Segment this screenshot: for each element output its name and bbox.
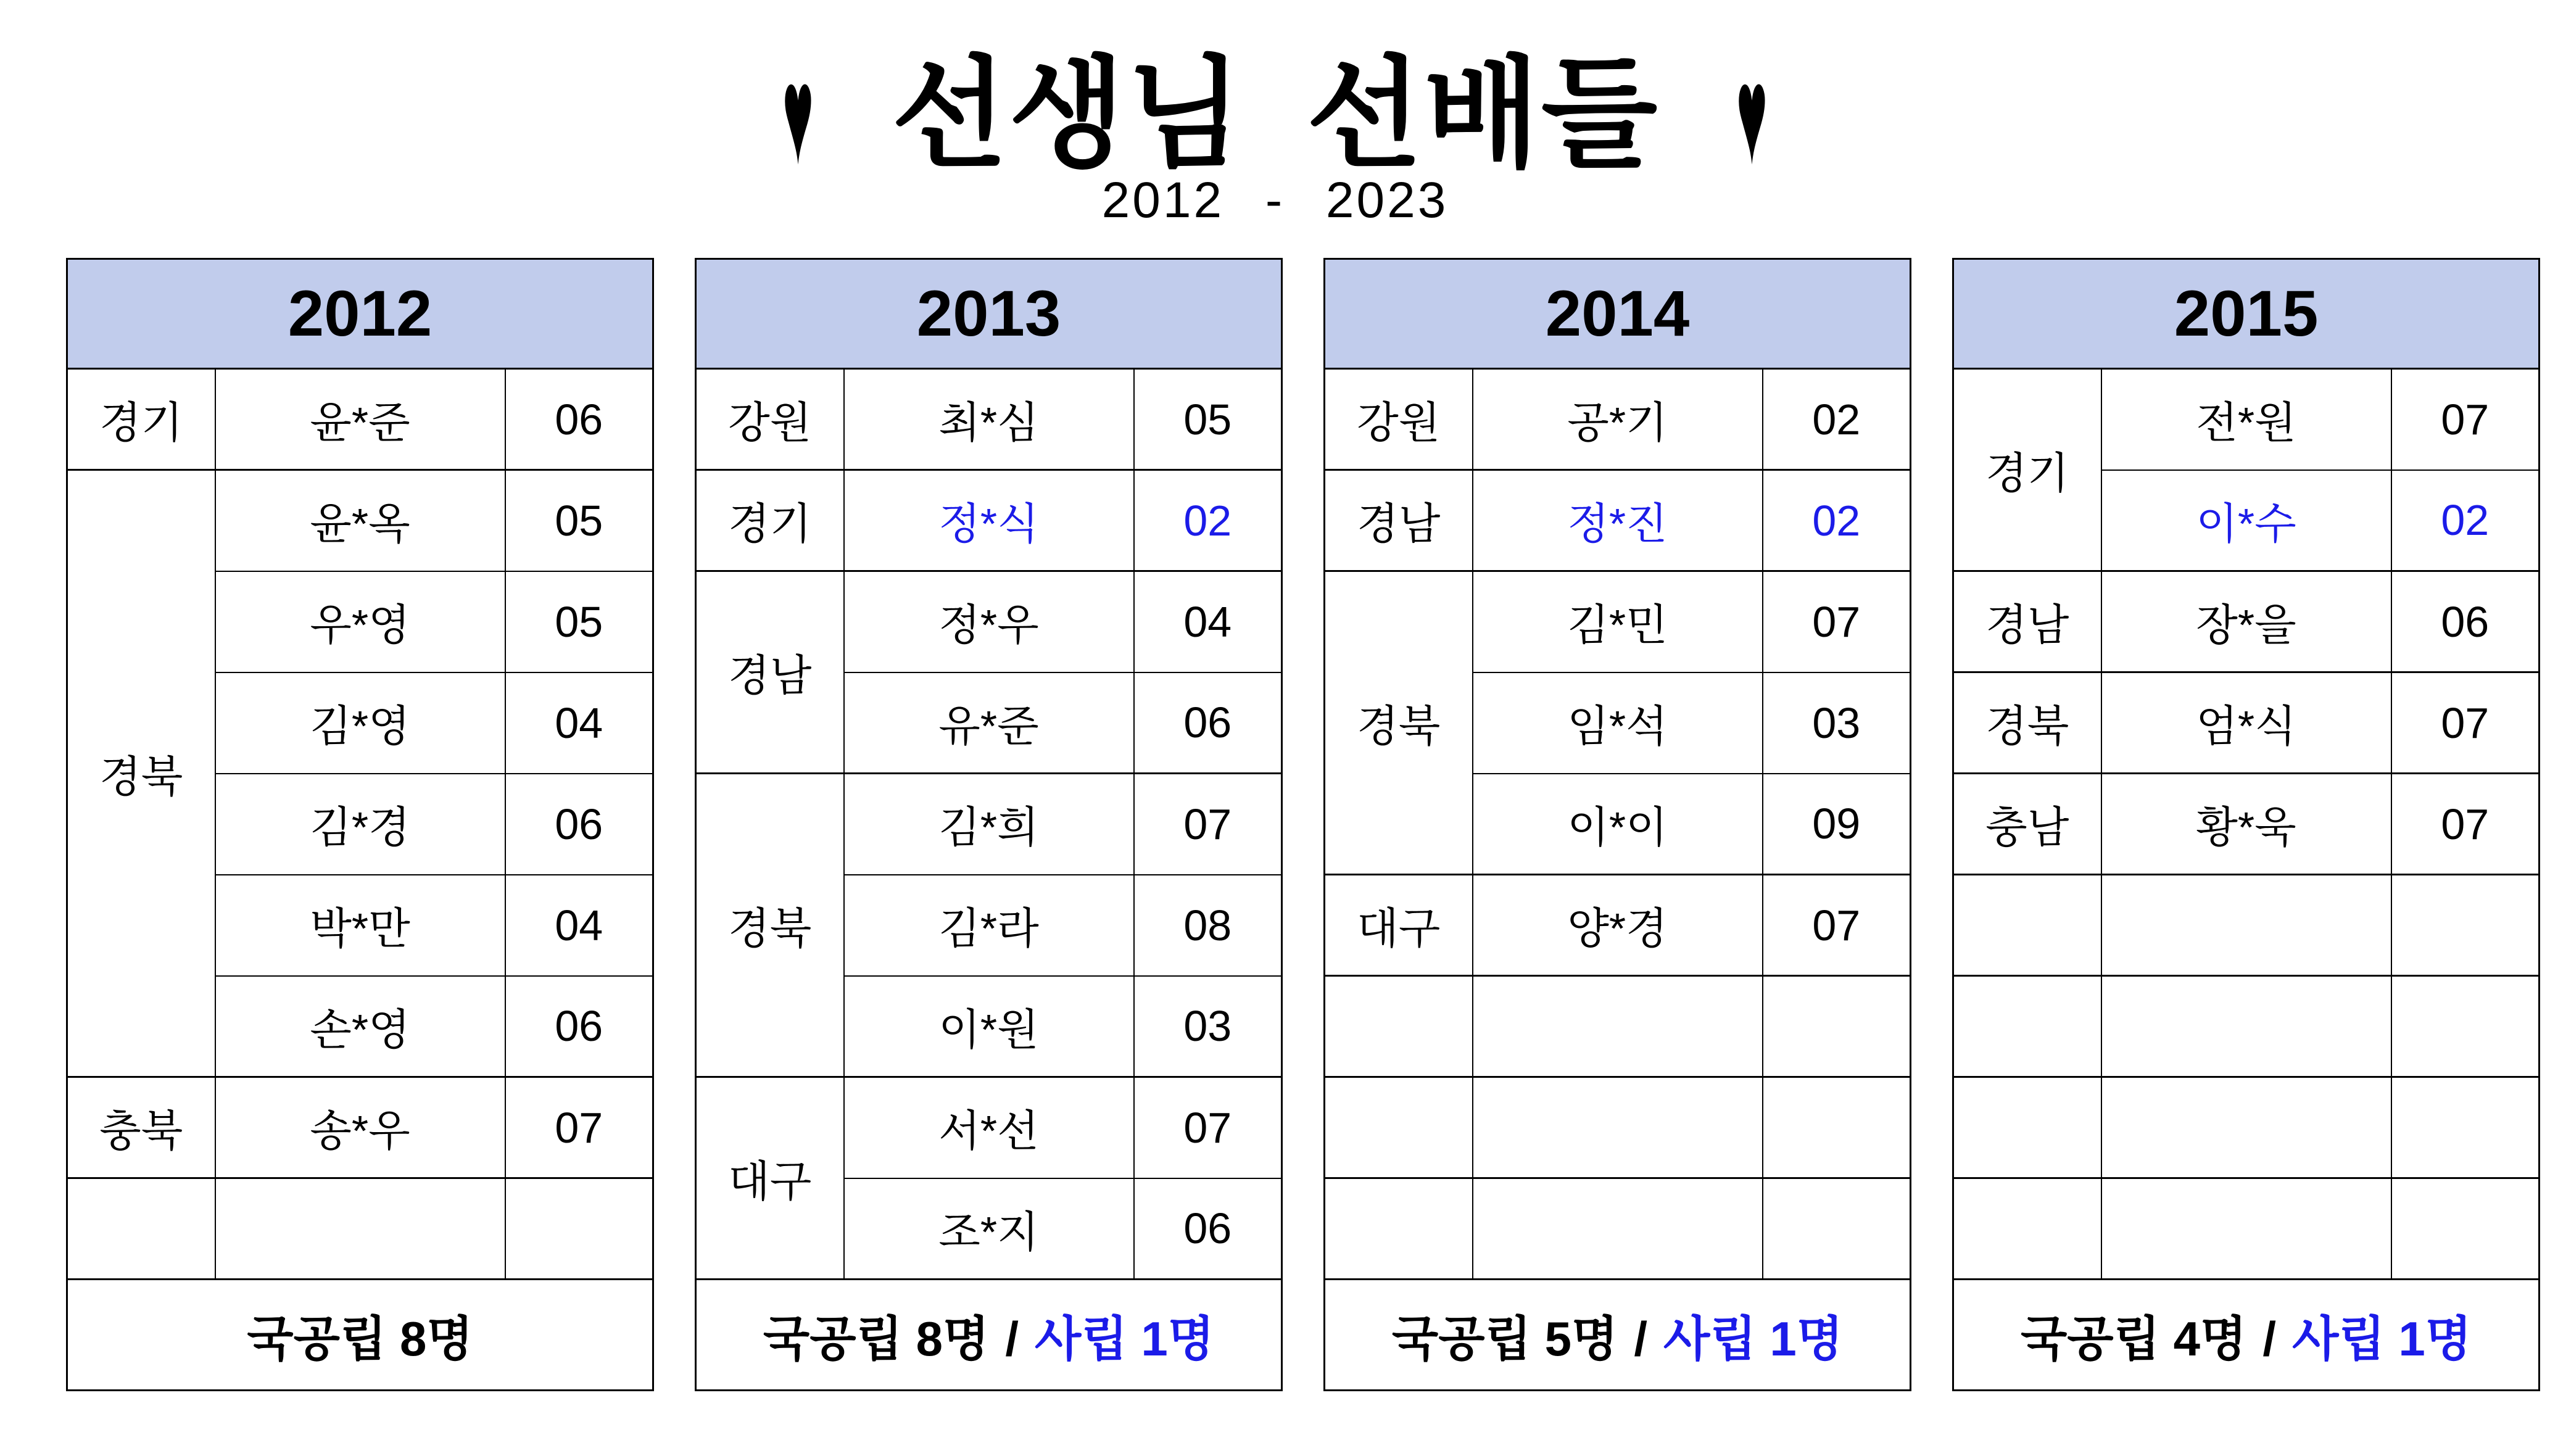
empty-number-cell: [2391, 976, 2540, 1077]
number-cell: 05: [505, 470, 653, 571]
empty-table-row: [1325, 1178, 1911, 1280]
empty-region-cell: [1325, 1178, 1473, 1280]
page-header: [0, 0, 2550, 226]
region-cell: 대구: [1325, 875, 1473, 976]
summary-row: [1953, 1280, 2540, 1391]
name-cell: 정*우: [844, 571, 1134, 672]
table-row: [1325, 875, 1911, 976]
name-cell: 엄*식: [2101, 672, 2391, 774]
empty-number-cell: [2391, 1077, 2540, 1178]
number-cell: 03: [1134, 976, 1282, 1077]
empty-region-cell: [1953, 1178, 2101, 1280]
summary-separator: /: [1634, 1311, 1648, 1366]
table-row: [1953, 672, 2540, 774]
table-row: [696, 1077, 1282, 1178]
name-cell: 박*만: [215, 875, 505, 976]
table-row: [1953, 774, 2540, 875]
page-title: [0, 36, 2550, 193]
summary-private: 사립 1명: [1663, 1311, 1844, 1366]
table-row: [1953, 369, 2540, 470]
year-table-2014: [1323, 258, 1911, 1391]
number-cell: 04: [1134, 571, 1282, 672]
summary-public: 국공립 5명: [1391, 1311, 1618, 1366]
table-row: [1953, 571, 2540, 672]
summary-row: [1325, 1280, 1911, 1391]
name-cell: 윤*옥: [215, 470, 505, 571]
heart-icon-right: ♥: [1736, 36, 1768, 193]
tables-row: [66, 258, 2550, 1391]
region-cell: 경기: [67, 369, 215, 470]
name-cell: 양*경: [1473, 875, 1763, 976]
name-cell: 이*이: [1473, 774, 1763, 875]
summary-cell: [1325, 1280, 1911, 1391]
number-cell: 05: [1134, 369, 1282, 470]
empty-number-cell: [2391, 875, 2540, 976]
name-cell: 최*심: [844, 369, 1134, 470]
empty-region-cell: [1953, 976, 2101, 1077]
number-cell: 02: [2391, 470, 2540, 571]
empty-name-cell: [215, 1178, 505, 1280]
region-cell: 경북: [1953, 672, 2101, 774]
number-cell: 06: [1134, 672, 1282, 774]
number-cell: 07: [1134, 1077, 1282, 1178]
empty-table-row: [1325, 976, 1911, 1077]
summary-private: 사립 1명: [1035, 1311, 1215, 1366]
region-cell: 경남: [1953, 571, 2101, 672]
page-subtitle: 2012 - 2023: [1101, 172, 1449, 228]
empty-name-cell: [2101, 1178, 2391, 1280]
summary-public: 국공립 4명: [2020, 1311, 2247, 1366]
empty-region-cell: [67, 1178, 215, 1280]
name-cell: 송*우: [215, 1077, 505, 1178]
region-cell: 대구: [696, 1077, 844, 1280]
empty-name-cell: [2101, 875, 2391, 976]
number-cell: 06: [505, 774, 653, 875]
table-row: [696, 470, 1282, 571]
heart-icon-left: ♥: [782, 36, 814, 193]
page-title-text: 선생님 선배들: [891, 47, 1659, 181]
year-header: 2014: [1325, 259, 1911, 369]
number-cell: 05: [505, 571, 653, 672]
name-cell: 김*영: [215, 672, 505, 774]
name-cell: 손*영: [215, 976, 505, 1077]
name-cell: 김*민: [1473, 571, 1763, 672]
empty-name-cell: [1473, 1178, 1763, 1280]
number-cell: 06: [2391, 571, 2540, 672]
table-row: [67, 1077, 653, 1178]
summary-cell: [67, 1280, 653, 1391]
number-cell: 07: [2391, 369, 2540, 470]
year-table-2012: [66, 258, 654, 1391]
table-row: [696, 774, 1282, 875]
number-cell: 07: [1763, 571, 1911, 672]
region-cell: 충남: [1953, 774, 2101, 875]
empty-number-cell: [1763, 1178, 1911, 1280]
name-cell: 조*지: [844, 1178, 1134, 1280]
table-row: [67, 369, 653, 470]
region-cell: 충북: [67, 1077, 215, 1178]
number-cell: 06: [505, 369, 653, 470]
region-cell: 경기: [696, 470, 844, 571]
empty-name-cell: [2101, 976, 2391, 1077]
region-cell: 경남: [1325, 470, 1473, 571]
empty-number-cell: [2391, 1178, 2540, 1280]
empty-region-cell: [1325, 976, 1473, 1077]
empty-region-cell: [1953, 1077, 2101, 1178]
name-cell: 황*욱: [2101, 774, 2391, 875]
region-cell: 경북: [696, 774, 844, 1077]
name-cell: 김*희: [844, 774, 1134, 875]
summary-cell: [1953, 1280, 2540, 1391]
name-cell: 정*진: [1473, 470, 1763, 571]
year-header-row: [67, 259, 653, 369]
empty-table-row: [1953, 1077, 2540, 1178]
name-cell: 서*선: [844, 1077, 1134, 1178]
number-cell: 07: [2391, 672, 2540, 774]
table-row: [67, 470, 653, 571]
summary-public: 국공립 8명: [247, 1311, 473, 1366]
empty-region-cell: [1325, 1077, 1473, 1178]
year-header: 2013: [696, 259, 1282, 369]
table-row: [1325, 369, 1911, 470]
summary-private: 사립 1명: [2292, 1311, 2472, 1366]
table-row: [696, 369, 1282, 470]
empty-table-row: [1953, 1178, 2540, 1280]
year-header-row: [1325, 259, 1911, 369]
empty-table-row: [67, 1178, 653, 1280]
name-cell: 전*원: [2101, 369, 2391, 470]
summary-row: [67, 1280, 653, 1391]
year-table-2015: [1952, 258, 2540, 1391]
empty-name-cell: [1473, 1077, 1763, 1178]
empty-name-cell: [2101, 1077, 2391, 1178]
number-cell: 03: [1763, 672, 1911, 774]
number-cell: 02: [1763, 369, 1911, 470]
number-cell: 02: [1763, 470, 1911, 571]
region-cell: 경북: [1325, 571, 1473, 875]
number-cell: 06: [1134, 1178, 1282, 1280]
region-cell: 경남: [696, 571, 844, 774]
name-cell: 이*원: [844, 976, 1134, 1077]
empty-name-cell: [1473, 976, 1763, 1077]
number-cell: 07: [2391, 774, 2540, 875]
name-cell: 우*영: [215, 571, 505, 672]
number-cell: 04: [505, 875, 653, 976]
name-cell: 유*준: [844, 672, 1134, 774]
name-cell: 공*기: [1473, 369, 1763, 470]
name-cell: 장*을: [2101, 571, 2391, 672]
year-table-2013: [695, 258, 1283, 1391]
number-cell: 07: [505, 1077, 653, 1178]
empty-number-cell: [1763, 976, 1911, 1077]
region-cell: 강원: [696, 369, 844, 470]
number-cell: 02: [1134, 470, 1282, 571]
name-cell: 임*석: [1473, 672, 1763, 774]
summary-public: 국공립 8명: [763, 1311, 990, 1366]
year-header: 2015: [1953, 259, 2540, 369]
table-row: [1325, 470, 1911, 571]
region-cell: 경기: [1953, 369, 2101, 571]
summary-row: [696, 1280, 1282, 1391]
empty-number-cell: [1763, 1077, 1911, 1178]
number-cell: 09: [1763, 774, 1911, 875]
number-cell: 04: [505, 672, 653, 774]
table-row: [1325, 571, 1911, 672]
number-cell: 07: [1134, 774, 1282, 875]
empty-table-row: [1325, 1077, 1911, 1178]
name-cell: 윤*준: [215, 369, 505, 470]
summary-cell: [696, 1280, 1282, 1391]
name-cell: 이*수: [2101, 470, 2391, 571]
number-cell: 07: [1763, 875, 1911, 976]
empty-table-row: [1953, 976, 2540, 1077]
summary-separator: /: [1005, 1311, 1019, 1366]
region-cell: 경북: [67, 470, 215, 1077]
year-header-row: [1953, 259, 2540, 369]
year-header-row: [696, 259, 1282, 369]
table-row: [696, 571, 1282, 672]
name-cell: 정*식: [844, 470, 1134, 571]
number-cell: 06: [505, 976, 653, 1077]
name-cell: 김*라: [844, 875, 1134, 976]
empty-table-row: [1953, 875, 2540, 976]
empty-region-cell: [1953, 875, 2101, 976]
empty-number-cell: [505, 1178, 653, 1280]
summary-separator: /: [2262, 1311, 2277, 1366]
region-cell: 강원: [1325, 369, 1473, 470]
name-cell: 김*경: [215, 774, 505, 875]
number-cell: 08: [1134, 875, 1282, 976]
year-header: 2012: [67, 259, 653, 369]
